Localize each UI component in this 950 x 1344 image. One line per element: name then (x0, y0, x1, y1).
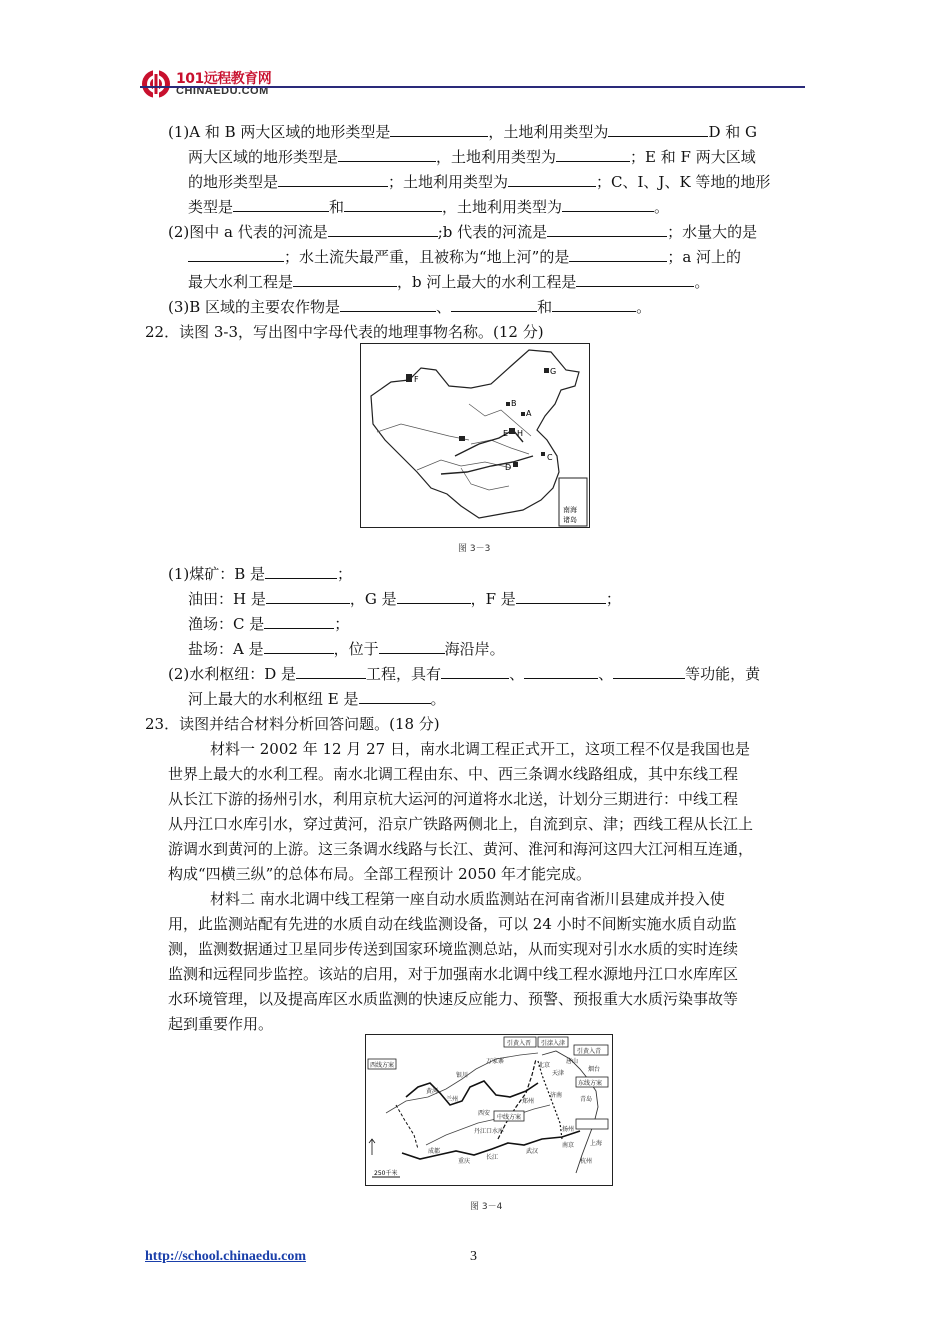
map-label-xian: 西安 (478, 1110, 491, 1117)
map-marker-well (459, 436, 465, 441)
q21-p2-line1: (2)图中 a 代表的河流是 ;b 代表的河流是 ；水量大的是 (168, 223, 758, 241)
map-label-yinluanrujin: 引滦入津 (541, 1040, 566, 1047)
q21-p2-line2: ；水土流失最严重，且被称为“地上河”的是 ；a 河上的 (188, 247, 741, 267)
figure-3-3-caption: 图 3－3 (458, 544, 491, 554)
map-label-hangzhou: 杭州 (580, 1158, 593, 1165)
scale-label: 250千米 (374, 1170, 398, 1177)
map-label-zhudao: 诸岛 (563, 516, 577, 524)
map-label-wuhan: 武汉 (526, 1148, 539, 1155)
map-label-middle-route: 中线方案 (497, 1114, 522, 1121)
q23-m1-line1: 材料一 2002 年 12 月 27 日，南水北调工程正式开工，这项工程不仅是我国也是 (210, 740, 750, 758)
map-marker-c (541, 452, 545, 456)
map-label-huanghe: 黄河 (426, 1088, 439, 1095)
header-divider (140, 86, 805, 88)
page-number: 3 (470, 1249, 477, 1264)
q22-hydro: (2)水利枢纽：D 是 工程，具有 、 、 等功能，黄 (168, 665, 761, 683)
map-label-west-route: 西线方案 (370, 1062, 395, 1069)
map-label-yangzhou: 扬州 (562, 1126, 575, 1133)
map-marker-e (509, 428, 515, 434)
map-label-yantai: 烟台 (588, 1066, 601, 1073)
map-label-danjiangkou: 丹江口水库 (474, 1128, 505, 1135)
logo-icon (140, 68, 172, 100)
north-arrow-icon (369, 1139, 375, 1155)
q23-m1-line5: 游调水到黄河的上游。这三条调水线路与长江、黄河、淮河和海河这四大江河相互连通， (168, 840, 754, 858)
map-label-nanjing: 南京 (562, 1142, 575, 1149)
q22-hydro2: 河上最大的水利枢纽 E 是 。 (188, 690, 446, 708)
map-label-lanzhou: 兰州 (446, 1096, 459, 1103)
map-label-wanjiazhai: 万家寨 (486, 1058, 505, 1065)
figure-3-3-china-map (360, 343, 590, 528)
q22-salt: 盐场：A 是 ，位于 海沿岸。 (188, 640, 505, 658)
map-label-d: D (505, 463, 512, 472)
q23-m1-line2: 世界上最大的水利工程。南水北调工程由东、中、西三条调水线路组成，其中东线工程 (168, 765, 739, 783)
q21-p1-line4: 类型是 和 ，土地利用类型为 。 (188, 198, 670, 216)
map-label-yinhuangrujin: 引黄入晋 (507, 1040, 532, 1047)
q21-p1-line3: 的地形类型是 ；土地利用类型为 ；C、I、J、K 等地的地形 (188, 173, 771, 191)
map-label-beijing: 北京 (538, 1062, 551, 1069)
map-label-b: B (511, 399, 517, 408)
q21-p1-line1: (1)A 和 B 两大区域的地形类型是 ，土地利用类型为 D 和 G (168, 123, 757, 141)
figure-3-4-caption: 图 3－4 (470, 1202, 503, 1212)
map-label-h: H (517, 429, 524, 438)
q21-p1-line2: 两大区域的地形类型是 ，土地利用类型为 ；E 和 F 两大区域 (188, 148, 756, 166)
q23-m1-line3: 从长江下游的扬州引水，利用京杭大运河的河道将水北送，计划分三期进行：中线工程 (168, 790, 739, 808)
map-label-zhengzhou: 郑州 (522, 1098, 535, 1105)
q23-m2-line3: 测，监测数据通过卫星同步传送到国家环境监测总站，从而实现对引水水质的实时连续 (168, 940, 739, 958)
west-route-line (396, 1105, 418, 1149)
map-marker-b (506, 402, 510, 406)
map-label-a: A (526, 409, 532, 418)
q23-m2-line6: 起到重要作用。 (168, 1015, 274, 1033)
q21-p2-line3: 最大水利工程是 ，b 河上最大的水利工程是 。 (188, 273, 710, 291)
map-label-changjiang: 长江 (486, 1154, 499, 1161)
logo-text-en: CHINAEDU.COM (176, 85, 269, 97)
q23-title: 23．读图并结合材料分析回答问题。(18 分) (145, 715, 440, 733)
q22-title: 22．读图 3-3，写出图中字母代表的地理事物名称。(12 分) (145, 323, 544, 341)
q23-m2-line1: 材料二 南水北调中线工程第一座自动水质监测站在河南省淅川县建成并投入使 (210, 890, 725, 908)
q22-coal: (1)煤矿：B 是 ； (168, 565, 353, 583)
china-resource-map (361, 344, 589, 527)
map-label-tangshan: 唐山 (566, 1058, 579, 1065)
map-label-chengdu: 成都 (428, 1148, 441, 1155)
q23-m1-line6: 构成“四横三纵”的总体布局。全部工程预计 2050 年才能完成。 (168, 865, 592, 883)
map-marker-d (513, 462, 518, 467)
q23-m1-line4: 从丹江口水库引水，穿过黄河，沿京广铁路两侧北上，自流到京、津；西线工程从长江上 (168, 815, 754, 833)
q23-m2-line5: 水环境管理，以及提高库区水质监测的快速反应能力、预警、预报重大水质污染事故等 (168, 990, 739, 1008)
map-label-east-route: 东线方案 (578, 1080, 603, 1087)
map-label-f: F (414, 375, 419, 384)
q21-p3: (3)B 区域的主要农作物是 、 和 。 (168, 298, 652, 316)
map-label-nanhai: 南海 (563, 506, 577, 514)
map-marker-f (406, 374, 412, 382)
figure-3-4-south-north-map (365, 1034, 613, 1186)
map-label-qingdao: 青岛 (580, 1096, 593, 1103)
map-marker-a (521, 412, 525, 416)
map-label-e: E (503, 429, 509, 438)
map-label-jinan: 济南 (550, 1092, 563, 1099)
footer-url-link[interactable]: http://school.chinaedu.com (145, 1249, 307, 1264)
map-label-chongqing: 重庆 (458, 1158, 471, 1165)
q23-m2-line2: 用，此监测站配有先进的水质自动在线监测设备，可以 24 小时不间断实施水质自动监 (168, 915, 737, 933)
map-label-g: G (550, 367, 557, 376)
map-label-shanghai: 上海 (590, 1140, 603, 1147)
map-label-c: C (547, 453, 553, 462)
q22-fish: 渔场：C 是 ； (188, 615, 350, 633)
map-label-yinchuan: 银川 (456, 1072, 469, 1079)
logo-text-cn: 101远程教育网 (176, 71, 272, 87)
map-label-yinhuangruqing: 引黄入青 (577, 1048, 602, 1055)
map-marker-g (544, 368, 549, 373)
q22-oil: 油田：H 是 ，G 是 ，F 是 ； (188, 590, 621, 608)
map-label-tianjin: 天津 (552, 1070, 565, 1077)
south-north-water-map (366, 1035, 612, 1185)
q23-m2-line4: 监测和远程同步监控。该站的启用，对于加强南水北调中线工程水源地丹江口水库库区 (168, 965, 739, 983)
